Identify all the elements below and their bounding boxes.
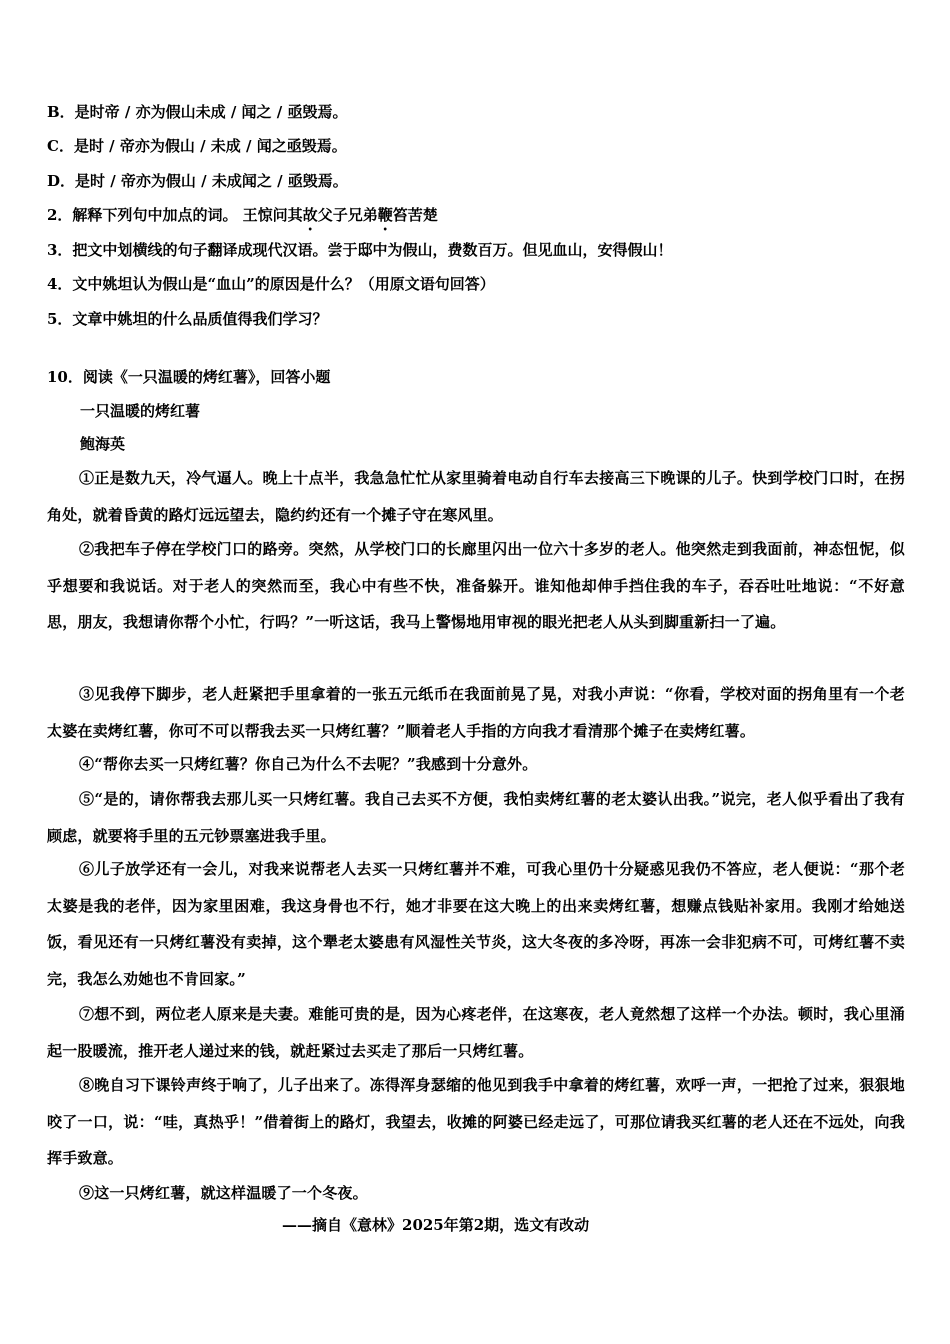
paragraph-7: ⑦想不到，两位老人原来是夫妻。难能可贵的是，因为心疼老伴，在这寒夜，老人竟然想了这样一个办法。顿时，我心里涌起一股暖流，推开老人递过来的钱，就赶紧过去买走了那后一只烤红薯。 (47, 1005, 905, 1060)
question-2-suffix: 笞苦楚 (392, 206, 438, 224)
question-2-prefix: 2．解释下列句中加点的词。 王惊问其 (47, 206, 303, 224)
paragraph-5: ⑤“是的，请你帮我去那儿买一只烤红薯。我自己去买不方便，我怕卖烤红薯的老太婆认出我。”说完，老人似乎看出了我有顾虑，就要将手里的五元钞票塞进我手里。 (47, 790, 905, 845)
source-citation: ——摘自《意林》2025年第2期，选文有改动 (282, 1216, 590, 1234)
paragraph-3: ③见我停下脚步，老人赶紧把手里拿着的一张五元纸币在我面前晃了晃，对我小声说：“你看，学校对面的拐角里有一个老太婆在卖烤红薯，你可不可以帮我去买一只烤红薯？”顺着老人手指的方向我才看清那个摊子在卖烤红薯。 (47, 685, 905, 740)
reading-heading: 10．阅读《一只温暖的烤红薯》，回答小题 (47, 368, 331, 386)
question-3: 3．把文中划横线的句子翻译成现代汉语。尝于邸中为假山，费数百万。但见血山，安得假山！ (47, 241, 673, 259)
paragraph-1: ①正是数九天，冷气逼人。晚上十点半，我急急忙忙从家里骑着电动自行车去接高三下晚课的儿子。快到学校门口时，在拐角处，就着昏黄的路灯远远望去，隐约约还有一个摊子守在寒风里。 (47, 469, 905, 524)
question-2-mid: 父子兄弟 (317, 206, 378, 224)
dotted-word-2: 鞭 (377, 206, 393, 224)
option-d: D．是时 / 帝亦为假山 / 未成闻之 / 亟毁焉。 (47, 172, 348, 190)
paragraph-9: ⑨这一只烤红薯，就这样温暖了一个冬夜。 (79, 1184, 368, 1202)
option-c: C．是时 / 帝亦为假山 / 未成 / 闻之亟毁焉。 (47, 137, 347, 155)
paragraph-6: ⑥儿子放学还有一会儿，对我来说帮老人去买一只烤红薯并不难，可我心里仍十分疑惑见我仍不答应，老人便说：“那个老太婆是我的老伴，因为家里困难，我这身骨也不行，她才非要在这大晚上的出来卖烤红薯，想赚点钱贴补家用。我刚才给她送饭，看见还有一只烤红薯没有卖掉，这个犟老太婆患有风湿性关节炎，这大冬夜的多冷呀，再冻一会非犯病不可，可烤红薯不卖完，我怎么劝她也不肯回家。” (47, 860, 905, 988)
paragraph-4: ④“帮你去买一只烤红薯？你自己为什么不去呢？”我感到十分意外。 (79, 755, 538, 773)
article-title: 一只温暖的烤红薯 (80, 402, 201, 420)
question-2 (47, 205, 438, 225)
option-b: B．是时帝 / 亦为假山未成 / 闻之 / 亟毁焉。 (47, 103, 348, 121)
dotted-word-1: 故 (302, 206, 318, 224)
paragraph-8: ⑧晚自习下课铃声终于响了，儿子出来了。冻得浑身瑟缩的他见到我手中拿着的烤红薯，欢呼一声，一把抢了过来，狠狠地咬了一口，说：“哇，真热乎！”借着街上的路灯，我望去，收摊的阿婆已经走远了，可那位请我买红薯的老人还在不远处，向我挥手致意。 (47, 1076, 905, 1167)
question-5: 5．文章中姚坦的什么品质值得我们学习？ (47, 310, 328, 328)
question-4: 4．文中姚坦认为假山是“血山”的原因是什么？（用原文语句回答） (47, 275, 495, 293)
article-author: 鲍海英 (80, 435, 126, 453)
paragraph-2: ②我把车子停在学校门口的路旁。突然，从学校门口的长廊里闪出一位六十多岁的老人。他突然走到我面前，神态忸怩，似乎想要和我说话。对于老人的突然而至，我心中有些不快，准备躲开。谁知他却伸手挡住我的车子，吞吞吐吐地说：“不好意思，朋友，我想请你帮个小忙，行吗？”一听这话，我马上警惕地用审视的眼光把老人从头到脚重新扫一了遍。 (47, 540, 905, 631)
